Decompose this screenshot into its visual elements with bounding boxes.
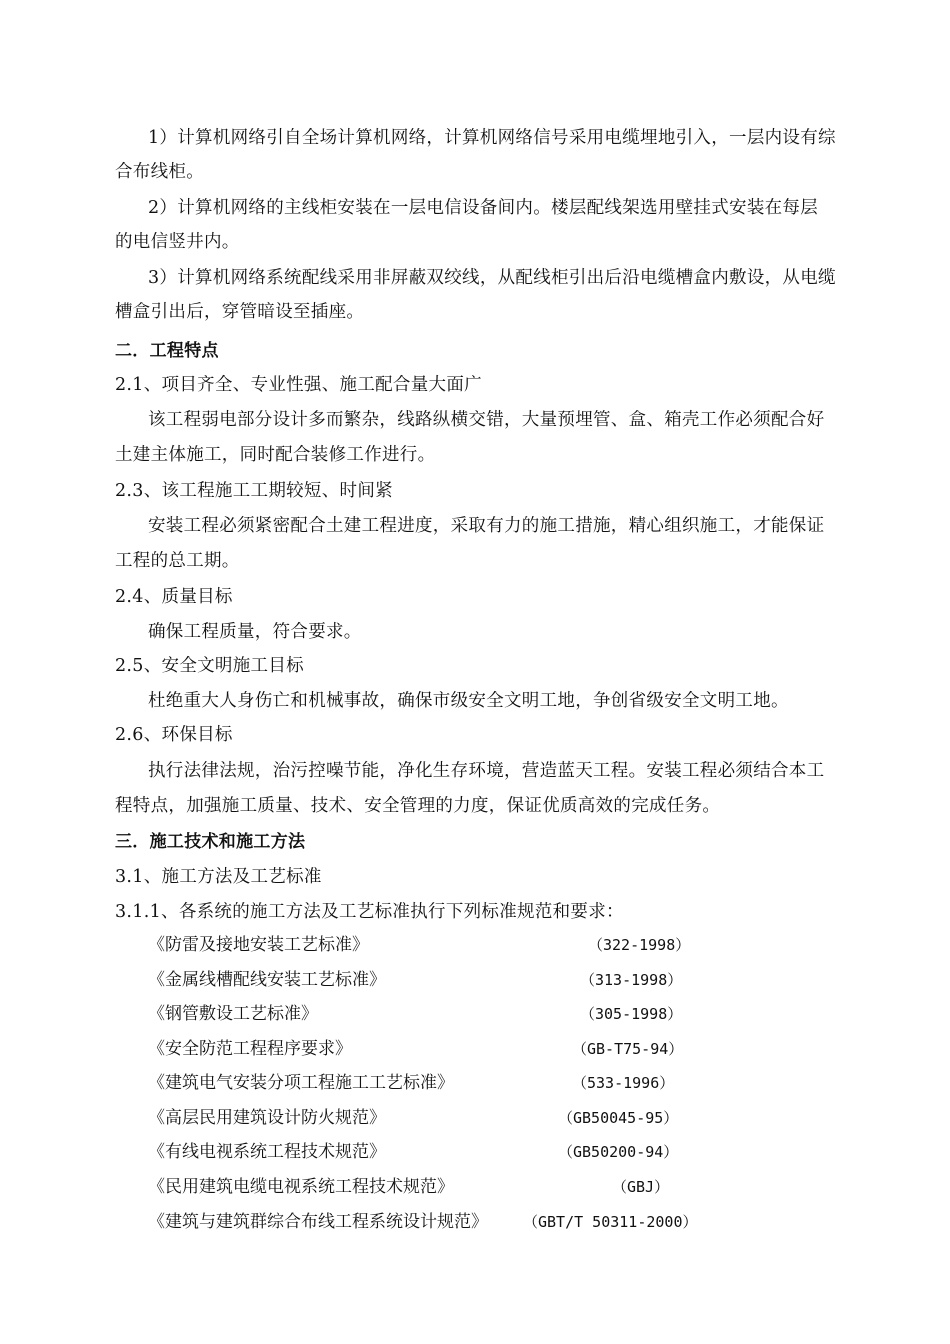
paragraph-1-line-2: 合布线柜。 (115, 162, 204, 182)
standard-title: 《防雷及接地安装工艺标准》 (148, 935, 369, 955)
standard-code: （GB50045-95） (558, 1109, 679, 1127)
section-2-6-line-1: 执行法律法规，治污控噪节能，净化生存环境，营造蓝天工程。安装工程必须结合本工 (148, 761, 825, 781)
standard-title: 《安全防范工程程序要求》 (148, 1039, 352, 1059)
section-2-4-line-1: 确保工程质量，符合要求。 (148, 622, 362, 642)
section-2-1-title: 2.1、项目齐全、专业性强、施工配合量大面广 (115, 375, 482, 395)
standard-title: 《建筑电气安装分项工程施工工艺标准》 (148, 1073, 454, 1093)
paragraph-2-line-2: 的电信竖井内。 (115, 232, 240, 252)
section-2-5-title: 2.5、安全文明施工目标 (115, 656, 304, 676)
section-2-3-title: 2.3、该工程施工工期较短、时间紧 (115, 481, 393, 501)
section-2-5-line-1: 杜绝重大人身伤亡和机械事故，确保市级安全文明工地，争创省级安全文明工地。 (148, 691, 789, 711)
paragraph-3-line-2: 槽盒引出后，穿管暗设至插座。 (115, 302, 365, 322)
section-2-1-line-1: 该工程弱电部分设计多而繁杂，线路纵横交错，大量预埋管、盒、箱壳工作必须配合好 (148, 410, 825, 430)
standard-title: 《民用建筑电缆电视系统工程技术规范》 (148, 1177, 454, 1197)
standard-code: （313-1998） (580, 971, 683, 989)
section-heading-3: 三．施工技术和施工方法 (115, 832, 306, 852)
standard-code: （533-1996） (572, 1074, 675, 1092)
paragraph-2-line-1: 2）计算机网络的主线柜安装在一层电信设备间内。楼层配线架选用壁挂式安装在每层 (148, 198, 819, 218)
standard-title: 《金属线槽配线安装工艺标准》 (148, 970, 386, 990)
paragraph-1-line-1: 1）计算机网络引自全场计算机网络，计算机网络信号采用电缆埋地引入，一层内设有综 (148, 128, 836, 148)
standard-code: （GB50200-94） (558, 1143, 679, 1161)
standard-title: 《有线电视系统工程技术规范》 (148, 1142, 386, 1162)
paragraph-3-line-1: 3）计算机网络系统配线采用非屏蔽双绞线，从配线柜引出后沿电缆槽盒内敷设，从电缆 (148, 268, 836, 288)
section-2-6-title: 2.6、环保目标 (115, 725, 233, 745)
section-2-4-title: 2.4、质量目标 (115, 587, 233, 607)
section-2-3-line-2: 工程的总工期。 (115, 551, 240, 571)
section-3-1-1-title: 3.1.1、各系统的施工方法及工艺标准执行下列标准规范和要求： (115, 902, 624, 922)
standard-title: 《钢管敷设工艺标准》 (148, 1004, 318, 1024)
standard-code: （GB-T75-94） (572, 1040, 684, 1058)
standard-code: （GBJ） (612, 1178, 670, 1196)
standard-title: 《高层民用建筑设计防火规范》 (148, 1108, 386, 1128)
section-2-1-line-2: 土建主体施工，同时配合装修工作进行。 (115, 445, 436, 465)
standard-code: （305-1998） (580, 1005, 683, 1023)
standard-code: （322-1998） (588, 936, 691, 954)
section-2-3-line-1: 安装工程必须紧密配合土建工程进度，采取有力的施工措施，精心组织施工，才能保证 (148, 516, 825, 536)
standard-code: （GBT/T 50311-2000） (523, 1213, 698, 1231)
section-heading-2: 二．工程特点 (115, 341, 219, 361)
section-2-6-line-2: 程特点，加强施工质量、技术、安全管理的力度，保证优质高效的完成任务。 (115, 796, 721, 816)
section-3-1-title: 3.1、施工方法及工艺标准 (115, 867, 322, 887)
standard-title: 《建筑与建筑群综合布线工程系统设计规范》 (148, 1212, 488, 1232)
